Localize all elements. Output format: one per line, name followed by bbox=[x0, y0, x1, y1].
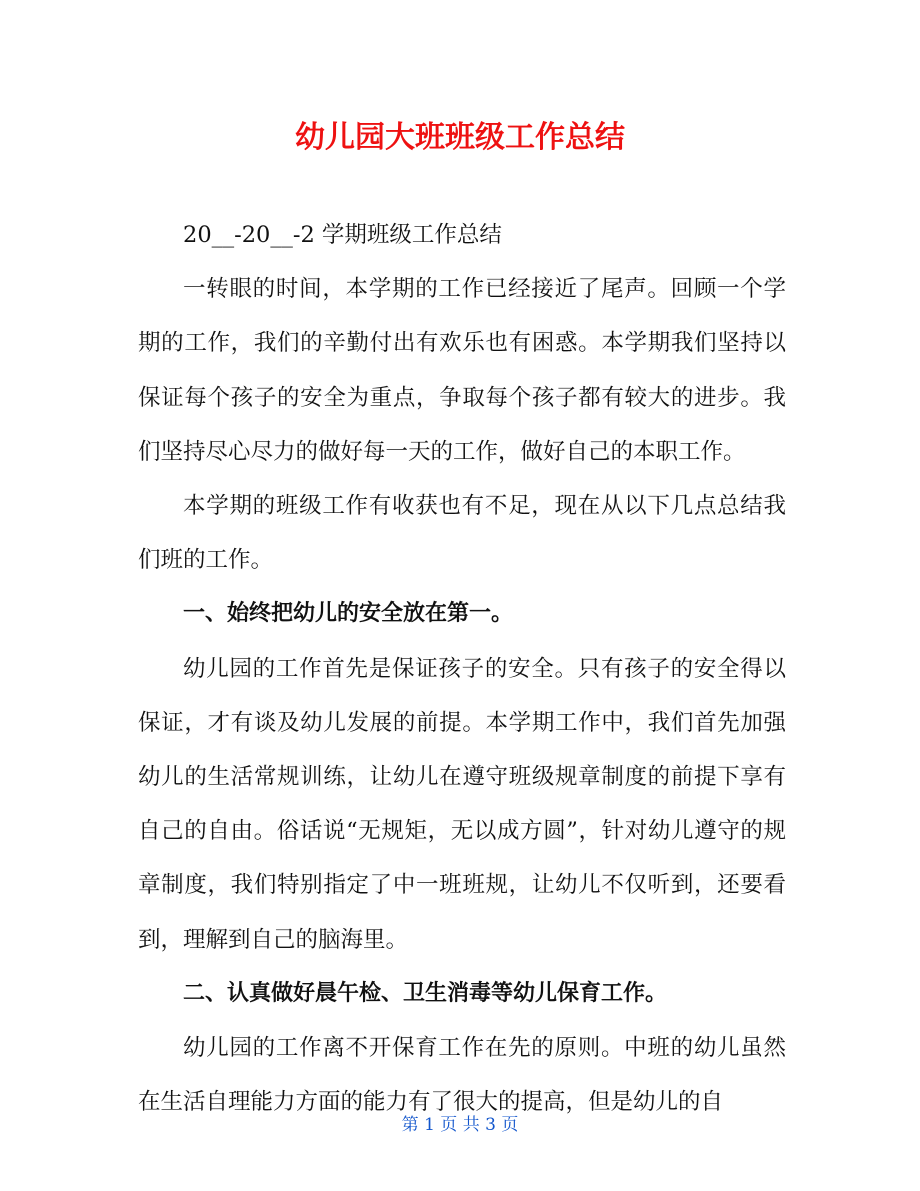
care-paragraph: 幼儿园的工作离不开保育工作在先的原则。中班的幼儿虽然在生活自理能力方面的能力有了很大的提高，但是幼儿的自 bbox=[138, 1035, 786, 1116]
intro-paragraph: 一转眼的时间，本学期的工作已经接近了尾声。回顾一个学期的工作，我们的辛勤付出有欢乐也有困惑。本学期我们坚持以保证每个孩子的安全为重点，争取每个孩子都有较大的进步。我们坚持尽心尽力的做好每一天的工作，做好自己的本职工作。 bbox=[138, 276, 786, 465]
safety-paragraph: 幼儿园的工作首先是保证孩子的安全。只有孩子的安全得以保证，才有谈及幼儿发展的前提。本学期工作中，我们首先加强幼儿的生活常规训练，让幼儿在遵守班级规章制度的前提下享有自己的自由。俗话说“无规矩，无以成方圆”，针对幼儿遵守的规章制度，我们特别指定了中一班班规，让幼儿不仅听到，还要看到，理解到自己的脑海里。 bbox=[138, 655, 786, 953]
section-heading-care: 二、认真做好晨午检、卫生消毒等幼儿保育工作。 bbox=[183, 980, 668, 1006]
summary-lead-paragraph: 本学期的班级工作有收获也有不足，现在从以下几点总结我们班的工作。 bbox=[138, 493, 786, 574]
semester-line: 20__-20__-2 学期班级工作总结 bbox=[183, 222, 502, 248]
document-title: 幼儿园大班班级工作总结 bbox=[295, 120, 625, 155]
document-body bbox=[138, 208, 786, 1129]
page-number-footer: 第 1 页 共 3 页 bbox=[401, 1115, 519, 1135]
section-heading-safety: 一、始终把幼儿的安全放在第一。 bbox=[183, 601, 514, 627]
